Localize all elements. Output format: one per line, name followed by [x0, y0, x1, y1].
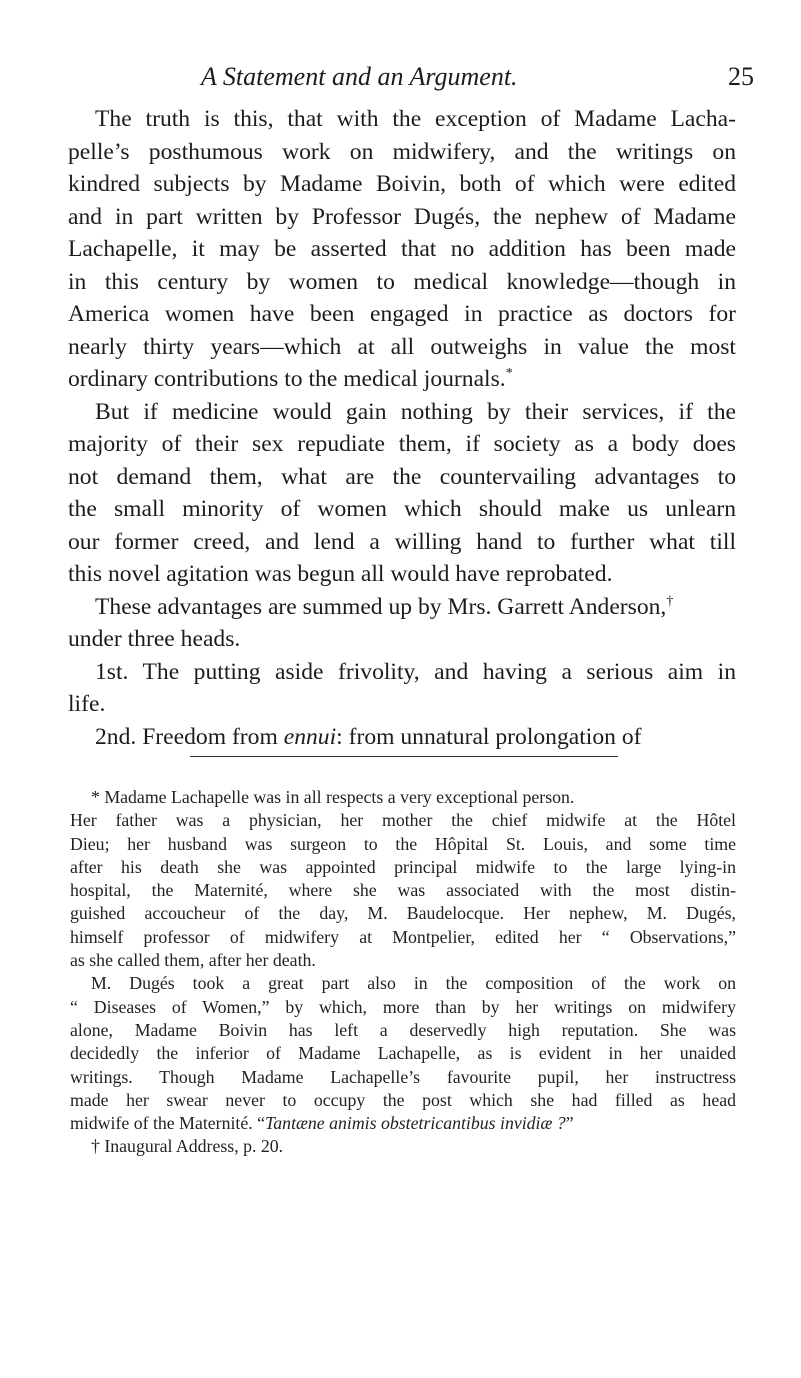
footnote-line: himself professor of midwifery at Montpelier, edited her “ Observations,” [70, 926, 736, 947]
footnote-rule [190, 756, 618, 757]
body-line: our former creed, and lend a willing hand to further what till [68, 528, 736, 555]
body-line-text: 2nd. Freedom from [95, 723, 278, 750]
footnote-line [70, 1135, 736, 1158]
footnote-mark-star: * [91, 787, 100, 807]
footnote-line: guished accoucheur of the day, M. Baudelocque. Her nephew, M. Dugés, [70, 903, 736, 924]
body-line: this novel agitation was begun all would have reprobated. [68, 561, 613, 587]
footnote-line-text: Inaugural Address, p. 20. [104, 1136, 284, 1157]
body-line: pelle’s posthumous work on midwifery, and the writings on [68, 138, 736, 165]
body-line: life. [68, 691, 106, 717]
footnote-line: hospital, the Maternité, where she was associated with the most distin- [70, 880, 736, 901]
body-line: Lachapelle, it may be asserted that no addition has been made [68, 236, 736, 262]
footnote-line: as she called them, after her death. [70, 950, 316, 971]
footnotes [70, 786, 736, 1159]
body-line-text: These advantages are summed up by Mrs. Garrett Anderson, [95, 593, 667, 620]
page-header [0, 62, 801, 96]
footnote-ref-star[interactable]: * [505, 366, 513, 382]
body-line [68, 363, 736, 396]
running-title: A Statement and an Argument. [201, 62, 518, 91]
body-line [68, 721, 736, 754]
footnote-line-text: midwife of the Maternité. “ [70, 1113, 266, 1134]
footnote-line: Her father was a physician, her mother the chief midwife at the Hôtel [70, 810, 736, 831]
body-text [68, 103, 736, 753]
footnote-line: Dieu; her husband was surgeon to the Hôpital St. Louis, and some time [70, 833, 736, 854]
body-line-text: ordinary contributions to the medical journals. [68, 366, 506, 392]
body-line: under three heads. [68, 626, 241, 652]
body-line: The truth is this, that with the exception of Madame Lacha- [95, 106, 736, 132]
footnote-mark-dagger: † [91, 1136, 100, 1157]
footnote-line: made her swear never to occupy the post which she had filled as head [70, 1089, 736, 1110]
page-number: 25 [728, 62, 754, 91]
footnote-line: M. Dugés took a great part also in the composition of the work on [91, 973, 736, 994]
footnote-line: decidedly the inferior of Madame Lachapelle, as is evident in her unaided [70, 1043, 736, 1064]
footnote-line: alone, Madame Boivin has left a deservedly high reputation. She was [70, 1019, 736, 1040]
footnote-ref-dagger[interactable]: † [666, 593, 674, 609]
body-line: 1st. The putting aside frivolity, and having a serious aim in [95, 658, 736, 685]
body-line: the small minority of women which should make us unlearn [68, 496, 736, 522]
italic-term: ennui [283, 723, 337, 750]
body-line: America women have been engaged in practice as doctors for [68, 301, 736, 327]
body-line: kindred subjects by Madame Boivin, both of which were edited [68, 171, 736, 197]
body-line: and in part written by Professor Dugés, the nephew of Madame [68, 203, 736, 230]
body-line: not demand them, what are the countervailing advantages to [68, 463, 736, 490]
footnote-line [70, 786, 736, 809]
italic-quote: Tantæne animis obstetricantibus invidiæ ? [265, 1113, 566, 1134]
footnote-line: after his death she was appointed principal midwife to the large lying-in [70, 856, 736, 877]
footnote-line-text: Madame Lachapelle was in all respects a very exceptional person. [104, 787, 575, 807]
body-line [68, 591, 736, 624]
footnote-line: writings. Though Madame Lachapelle’s favourite pupil, her instructress [70, 1066, 736, 1087]
footnote-line [70, 1112, 736, 1135]
footnote-line-text: ” [565, 1113, 574, 1134]
body-line: But if medicine would gain nothing by their services, if the [95, 398, 736, 425]
body-line-text: : from unnatural prolongation of [336, 723, 642, 750]
body-line: in this century by women to medical knowledge—though in [68, 268, 736, 295]
body-line: majority of their sex repudiate them, if society as a body does [68, 431, 736, 457]
body-line: nearly thirty years—which at all outweighs in value the most [68, 333, 736, 360]
footnote-line: “ Diseases of Women,” by which, more than by her writings on midwifery [70, 996, 736, 1017]
